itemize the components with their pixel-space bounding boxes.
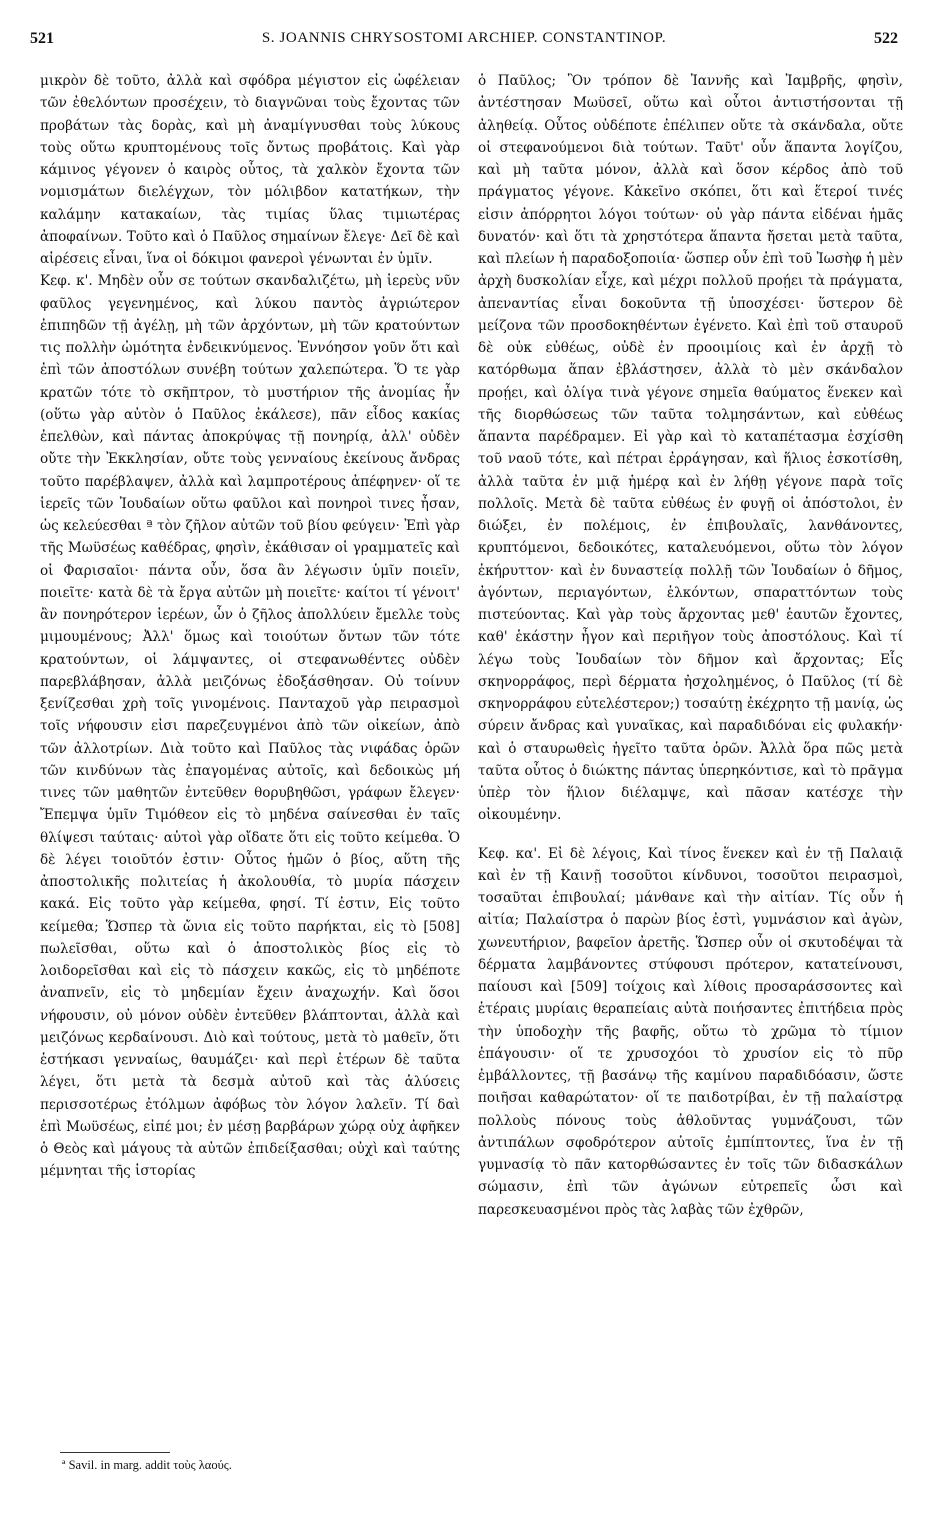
right-column [478, 70, 903, 1221]
page-number-left: 521 [30, 30, 54, 47]
header-title: S. JOANNIS CHRYSOSTOMI ARCHIEP. CONSTANTINOP. [261, 30, 667, 46]
paragraph: ὁ Παῦλος; Ὃν τρόπον δὲ Ἰαννῆς καὶ Ἰαμβρῆς, φησὶν, ἀντέστησαν Μωϋσεῖ, οὕτω καὶ οὗτοι ἀντιστήσονται τῇ ἀληθείᾳ. Οὗτος οὐδέποτε ἐπέλιπεν οὔτε τὰ σκάνδαλα, οὔτε οἱ στεφανούμενοι διὰ τούτων. Ταῦτ' οὖν ἅπαντα λογίζου, καὶ μὴ ταῦτα μόνον, ἀλλὰ καὶ ὅσον κέρδος ἀπὸ τοῦ πράγματος γέγονε. Κἀκεῖνο σκόπει, ὅτι καὶ ἕτεροί τινές εἰσιν ἀπόρρητοι λόγοι τούτων· οὐ γὰρ πάντα εἰδέναι ἡμᾶς δυνατόν· καὶ ὅτι τὰ χρηστότερα ἅπαντα ἤσεται μετὰ ταῦτα, καὶ πλείων ἡ παραδοξοποιία· ὥσπερ οὖν ἐπὶ τοῦ Ἰωσὴφ ἡ μὲν ἀρχὴ δυσκολίαν εἶχε, καὶ μέχρι πολλοῦ προῄει τὰ πράγματα, ἀπεναντίας εἶναι δοκοῦντα τῇ ὑποσχέσει· ὕστερον δὲ μείζονα τῶν προσδοκηθέντων ἐγένετο. Καὶ ἐπὶ τοῦ σταυροῦ δὲ οὐκ εὐθέως, οὐδὲ ἐν προοιμίοις καὶ ἐν ἀρχῇ τὸ κατόρθωμα ἅπαν ἐβλάστησεν, ἀλλὰ τὸ μὲν σκάνδαλον προῄει, καὶ ὀλίγα τινὰ γέγονε σημεῖα θαύματος ἕνεκεν καὶ τῆς διορθώσεως τῶν ταῦτα τολμησάντων, καὶ εὐθέως ἅπαντα παρέδραμεν. Εἰ γὰρ καὶ τὸ καταπέτασμα ἐσχίσθη τοῦ ναοῦ τότε, καὶ πέτραι ἐρράγησαν, καὶ ἥλιος ἐσκοτίσθη, ἀλλὰ ταῦτα ἐν μιᾷ ἡμέρᾳ καὶ ἐν λήθῃ γέγονε παρὰ τοῖς πολλοῖς. Μετὰ δὲ ταῦτα εὐθέως ἐν φυγῇ οἱ ἀπόστολοι, ἐν διώξει, ἐν πολέμοις, ἐν ἐπιβουλαῖς, λανθάνοντες, κρυπτόμενοι, δεδοικότες, καταλευόμενοι, οὕτω τὸν λόγον ἐκήρυττον· καὶ ἐν δυναστείᾳ πολλῇ τῶν Ἰουδαίων ὁ δῆμος, ἀγόντων, περιαγόντων, ἑλκόντων, σπαραττόντων τοὺς πιστεύοντας. Καὶ γὰρ τοὺς ἄρχοντας μεθ' ἑαυτῶν ἔχοντες, καθ' ἑκάστην ἦγον καὶ περιῆγον τοὺς ἀποστόλους. Καὶ τί λέγω τοὺς Ἰουδαίων τὸν δῆμον καὶ ἄρχοντας; Εἷς σκηνορράφος, περὶ δέρματα ἠσχολημένος, ὁ Παῦλος (τί δὲ σκηνορράφου εὐτελέστερον;) τοσαύτῃ ἐκέχρητο τῇ μανίᾳ, ὡς σύρειν ἄνδρας καὶ γυναῖκας, καὶ παραδιδόναι εἰς φυλακήν· καὶ ὁ σταυρωθεὶς ἡγεῖτο ταῦτα ὁρῶν. Ἀλλὰ ὅρα πῶς μετὰ ταῦτα οὗτος ὁ διώκτης πάντας ὑπερηκόντισε, καὶ τὸ πρᾶγμα ὑπὲρ τὸν ἥλιον διέλαμψε, καὶ πᾶσαν κατέσχε τὴν οἰκουμένην. [478, 73, 903, 824]
paragraph: Κεφ. κα'. Εἰ δὲ λέγοις, Καὶ τίνος ἕνεκεν καὶ ἐν τῇ Παλαιᾷ καὶ ἐν τῇ Καινῇ τοσοῦτοι κίνδυνοι, τοσοῦτοι πειρασμοὶ, τοσαῦται ἐπιβουλαί; μάνθανε καὶ τὴν αἰτίαν. Τίς οὖν ἡ αἰτία; Παλαίστρα ὁ παρὼν βίος ἐστὶ, γυμνάσιον καὶ ἀγὼν, χωνευτήριον, βαφεῖον ἀρετῆς. Ὥσπερ οὖν οἱ σκυτοδέψαι τὰ δέρματα λαμβάνοντες στύφουσι πρότερον, κατατείνουσι, παίουσι καὶ [509] τοίχοις καὶ λίθοις προσαράσσοντες καὶ ἑτέραις μυρίαις θεραπείαις αὐτὰ ποιήσαντες ἐπιτήδεια πρὸς τὴν ὑποδοχὴν τῆς βαφῆς, οὕτω τὸ χρῶμα τὸ τίμιον ἐπάγουσιν· οἵ τε χρυσοχόοι τὸ χρυσίον εἰς τὸ πῦρ ἐμβάλλοντες, τῇ βασάνῳ τῆς καμίνου παραδιδόασιν, ὥστε ποιῆσαι καθαρώτατον· οἵ τε παιδοτρίβαι, ἐν τῇ παλαίστρᾳ πολλοὺς πόνους τοὺς ἀθλοῦντας γυμνάζουσι, τῶν ἀντιπάλων σφοδρότερον αὐτοῖς ἐμπίπτοντες, ἵνα ἐν τῇ γυμνασίᾳ τὸ πᾶν κατορθώσαντες ἐν τοῖς τῶν διδασκάλων σώμασιν, ἐπὶ τῶν ἀγώνων εὐτρεπεῖς ὦσι καὶ παρεσκευασμένοι πρὸς τὰς λαβὰς τῶν ἐχθρῶν, [478, 845, 903, 1218]
page-number-right: 522 [874, 30, 898, 47]
left-column [40, 70, 460, 1183]
footnote-divider [60, 1452, 170, 1453]
paragraph: μικρὸν δὲ τοῦτο, ἀλλὰ καὶ σφόδρα μέγιστον εἰς ὠφέλειαν τῶν ἐθελόντων προσέχειν, τὸ διαγνῶναι τοὺς ἔχοντας τῶν προβάτων τὰς δορὰς, καὶ μὴ ἀναμίγνυσθαι τοὺς λύκους τοὺς οὕτω κρυπτομένους τοῖς ὄντως προβάτοις. Καὶ γὰρ κάμινος γέγονεν ὁ καιρὸς οὗτος, τὰ χαλκὸν ἔχοντα τῶν νομισμάτων διελέγχων, τὸν μόλιβδον κατατήκων, τὴν καλάμην κατακαίων, τὰς τιμίας ὕλας τιμιωτέρας ἀποφαίνων. Τοῦτο καὶ ὁ Παῦλος σημαίνων ἔλεγε· Δεῖ δὲ καὶ αἱρέσεις εἶναι, ἵνα οἱ δόκιμοι φανεροὶ γένωνται ἐν ὑμῖν. [40, 73, 460, 267]
running-head [30, 30, 898, 56]
paragraph: Κεφ. κ'. Μηδὲν οὖν σε τούτων σκανδαλιζέτω, μὴ ἱερεὺς νῦν φαῦλος γεγενημένος, καὶ λύκου παντὸς ἀγριώτερον ἐπιπηδῶν τῇ ἀγέλῃ, μὴ τῶν ἀρχόντων, μὴ τῶν κρατούντων τις πολλὴν ὠμότητα ἐνδεικνύμενος. Ἐννόησον γοῦν ὅτι καὶ ἐπὶ τῶν ἀποστόλων συνέβη τούτων χαλεπώτερα. Ὅ τε γὰρ κρατῶν τότε τὸ σκῆπτρον, τὸ μυστήριον τῆς ἀνομίας ἦν (οὕτω γὰρ αὐτὸν ὁ Παῦλος ἐκάλεσε), πᾶν εἶδος κακίας ἐπελθὼν, καὶ πάντας ἀποκρύψας τῇ πονηρίᾳ, ἀλλ' οὐδὲν οὔτε τὴν Ἐκκλησίαν, οὔτε τοὺς γενναίους ἐκείνους ἄνδρας τοῦτο παρέβλαψεν, ἀλλὰ καὶ λαμπροτέρους ἀπέφηνεν· οἵ τε ἱερεῖς τῶν Ἰουδαίων οὕτω φαῦλοι καὶ πονηροὶ τινες ἦσαν, ὡς κελεύεσθαι ª τὸν ζῆλον αὐτῶν τοῦ βίου φεύγειν· Ἐπὶ γὰρ τῆς Μωϋσέως καθέδρας, φησὶν, ἐκάθισαν οἱ γραμματεῖς καὶ οἱ Φαρισαῖοι· πάντα οὖν, ὅσα ἂν λέγωσιν ὑμῖν ποιεῖν, ποιεῖτε· κατὰ δὲ τὰ ἔργα αὐτῶν μὴ ποιεῖτε· καίτοι τί γένοιτ' ἂν πονηρότερον ἱερέων, ὧν ὁ ζῆλος ἀπολλύειν ἔμελλε τοὺς μιμουμένους; Ἀλλ' ὅμως καὶ τοιούτων ὄντων τῶν τότε κρατούντων, οἱ λάμψαντες, οἱ στεφανωθέντες οὐδὲν παρεβλάβησαν, ἀλλὰ μειζόνως ἐδοξάσθησαν. Οὐ τοίνυν ξενίζεσθαι χρὴ τοῖς γινομένοις. Πανταχοῦ γὰρ πειρασμοὶ τοῖς νήφουσιν εἰσι παρεζευγμένοι ἀπὸ τῶν οἰκείων, ἀπὸ τῶν ἀλλοτρίων. Διὰ τοῦτο καὶ Παῦλος τὰς νιφάδας ὁρῶν τῶν κινδύνων τὰς ἐπαγομένας αὐτοῖς, καὶ δεδοικὼς μή τινες τῶν μαθητῶν ἐντεῦθεν θορυβηθῶσι, γράφων ἔλεγεν· Ἔπεμψα ὑμῖν Τιμόθεον εἰς τὸ μηδένα σαίνεσθαι ἐν ταῖς θλίψεσι ταύταις· αὐτοὶ γὰρ οἴδατε ὅτι εἰς τοῦτο κείμεθα. Ὁ δὲ λέγει τοιοῦτόν ἐστιν· Οὗτος ἡμῶν ὁ βίος, αὕτη τῆς ἀποστολικῆς πολιτείας ἡ ἀκολουθία, τὸ μυρία πάσχειν κακά. Εἰς τοῦτο γὰρ κείμεθα, φησί. Τί ἐστιν, Εἰς τοῦτο κείμεθα; Ὥσπερ τὰ ὤνια εἰς τοῦτο παρήκται, εἰς τὸ [508] πωλεῖσθαι, οὕτω καὶ ὁ ἀποστολικὸς βίος εἰς τὸ λοιδορεῖσθαι καὶ εἰς τὸ πάσχειν κακῶς, εἰς τὸ μηδέποτε ἀναπνεῖν, εἰς τὸ μηδεμίαν ἔχειν ἀναχωχήν. Καὶ ὅσοι νήφουσιν, οὐ μόνον οὐδὲν ἐντεῦθεν βλάπτονται, ἀλλὰ καὶ μειζόνως κερδαίνουσι. Διὸ καὶ τούτους, μετὰ τὸ μαθεῖν, ὅτι ἑστήκασι γενναίως, θαυμάζει· καὶ περὶ ἑτέρων δὲ ταῦτα λέγει, ὅτι μετὰ τὰ δεσμὰ αὐτοῦ καὶ τὰς ἁλύσεις περισσοτέρως ἐτόλμων ἀφόβως τὸν λόγον λαλεῖν. Τί δαὶ ἐπὶ Μωϋσέως, εἰπέ μοι; ἐν μέσῃ βαρβάρων χώρᾳ οὐχ ἀφῆκεν ὁ Θεὸς καὶ μάγους τὰ αὐτῶν ἐπιδείξασθαι; οὐχὶ καὶ ταύτης μέμνηται τῆς ἱστορίας [40, 273, 460, 1180]
footnote: ª Savil. in marg. addit τοὺς λαούς. [62, 1458, 232, 1472]
